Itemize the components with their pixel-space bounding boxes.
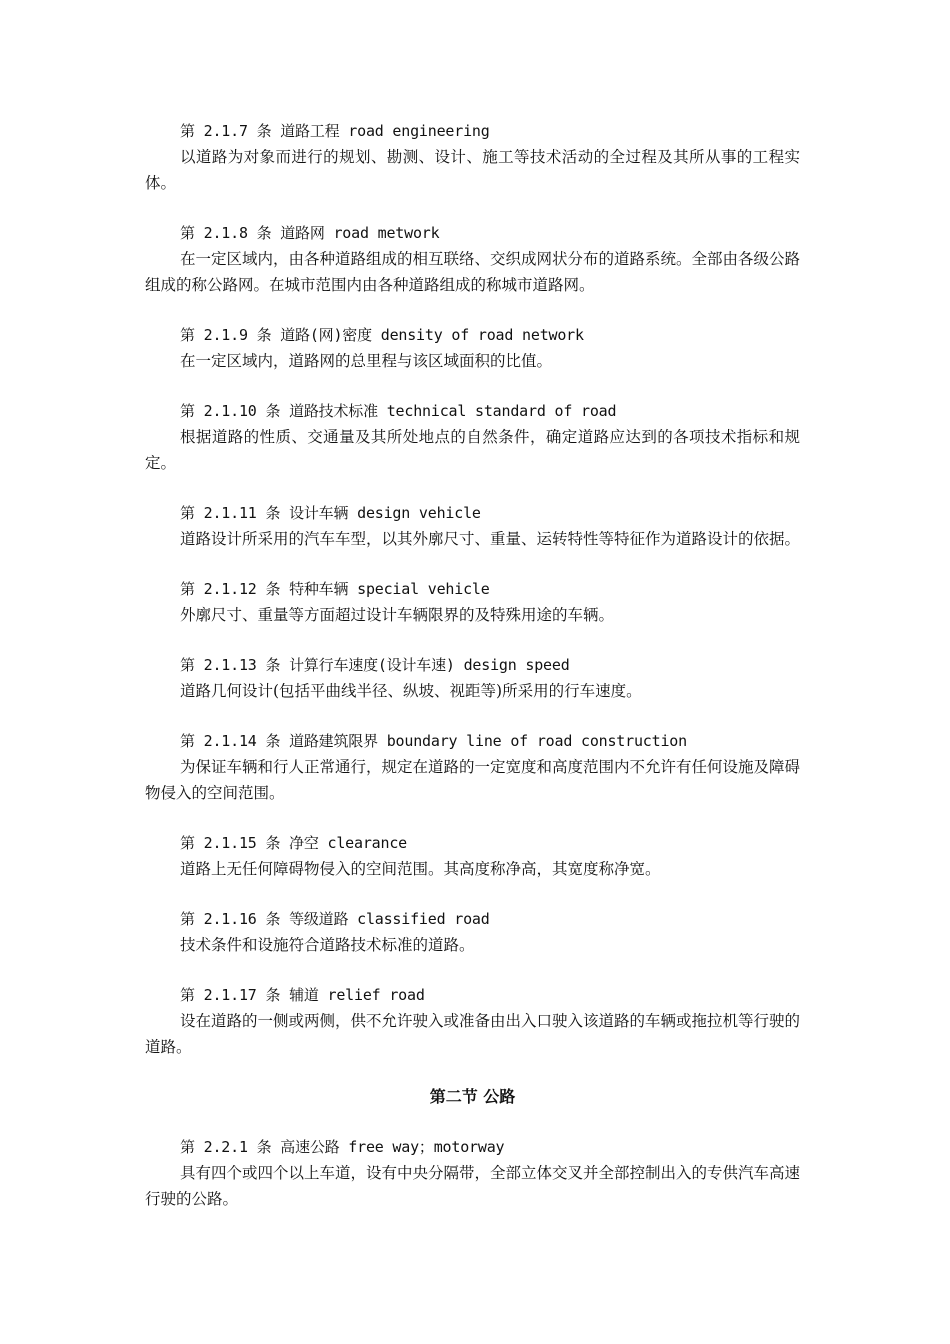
entry-heading: 第 2.1.13 条 计算行车速度(设计车速) design speed (180, 656, 570, 674)
entry-definition: 根据道路的性质、交通量及其所处地点的自然条件，确定道路应达到的各项技术指标和规定。 (145, 428, 800, 472)
entry-heading: 第 2.1.15 条 净空 clearance (180, 834, 407, 852)
entry-2-1-15 (145, 830, 800, 882)
entry-definition: 以道路为对象而进行的规划、勘测、设计、施工等技术活动的全过程及其所从事的工程实体。 (145, 148, 800, 192)
entry-heading: 第 2.1.8 条 道路网 road metwork (180, 224, 440, 242)
entry-definition: 道路几何设计(包括平曲线半径、纵坡、视距等)所采用的行车速度。 (180, 682, 642, 700)
entry-2-1-11 (145, 500, 800, 552)
entry-definition: 道路上无任何障碍物侵入的空间范围。其高度称净高，其宽度称净宽。 (180, 860, 661, 878)
entry-definition: 设在道路的一侧或两侧，供不允许驶入或准备由出入口驶入该道路的车辆或拖拉机等行驶的道路。 (145, 1012, 801, 1056)
document-page (145, 118, 800, 1236)
entry-2-1-9 (145, 322, 800, 374)
entry-definition: 外廓尺寸、重量等方面超过设计车辆限界的及特殊用途的车辆。 (180, 606, 615, 624)
entry-2-1-14 (145, 728, 800, 806)
entry-heading: 第 2.1.16 条 等级道路 classified road (180, 910, 490, 928)
entry-heading: 第 2.1.12 条 特种车辆 special vehicle (180, 580, 490, 598)
entry-heading: 第 2.1.11 条 设计车辆 design vehicle (180, 504, 481, 522)
entry-definition: 道路设计所采用的汽车车型，以其外廓尺寸、重量、运转特性等特征作为道路设计的依据。 (180, 530, 801, 548)
entry-definition: 为保证车辆和行人正常通行，规定在道路的一定宽度和高度范围内不允许有任何设施及障碍物侵入的空间范围。 (145, 758, 801, 802)
entry-heading: 第 2.1.9 条 道路(网)密度 density of road network (180, 326, 584, 344)
entry-heading: 第 2.1.14 条 道路建筑限界 boundary line of road construction (180, 732, 687, 750)
entry-2-1-10 (145, 398, 800, 476)
entry-2-2-1 (145, 1134, 800, 1212)
entry-definition: 技术条件和设施符合道路技术标准的道路。 (180, 936, 475, 954)
entry-2-1-13 (145, 652, 800, 704)
entry-2-1-7 (145, 118, 800, 196)
entry-heading: 第 2.1.17 条 辅道 relief road (180, 986, 425, 1004)
section-title: 第二节 公路 (429, 1087, 516, 1106)
entry-2-1-12 (145, 576, 800, 628)
entry-2-1-8 (145, 220, 800, 298)
entry-definition: 在一定区域内，由各种道路组成的相互联络、交织成网状分布的道路系统。全部由各级公路组成的称公路网。在城市范围内由各种道路组成的称城市道路网。 (145, 250, 801, 294)
entry-heading: 第 2.2.1 条 高速公路 free way；motorway (180, 1138, 505, 1156)
entry-definition: 在一定区域内，道路网的总里程与该区域面积的比值。 (180, 352, 553, 370)
entry-definition: 具有四个或四个以上车道，设有中央分隔带，全部立体交叉并全部控制出入的专供汽车高速行驶的公路。 (145, 1164, 801, 1208)
entry-2-1-17 (145, 982, 800, 1060)
entry-2-1-16 (145, 906, 800, 958)
entry-heading: 第 2.1.7 条 道路工程 road engineering (180, 122, 490, 140)
entry-heading: 第 2.1.10 条 道路技术标准 technical standard of road (180, 402, 617, 420)
